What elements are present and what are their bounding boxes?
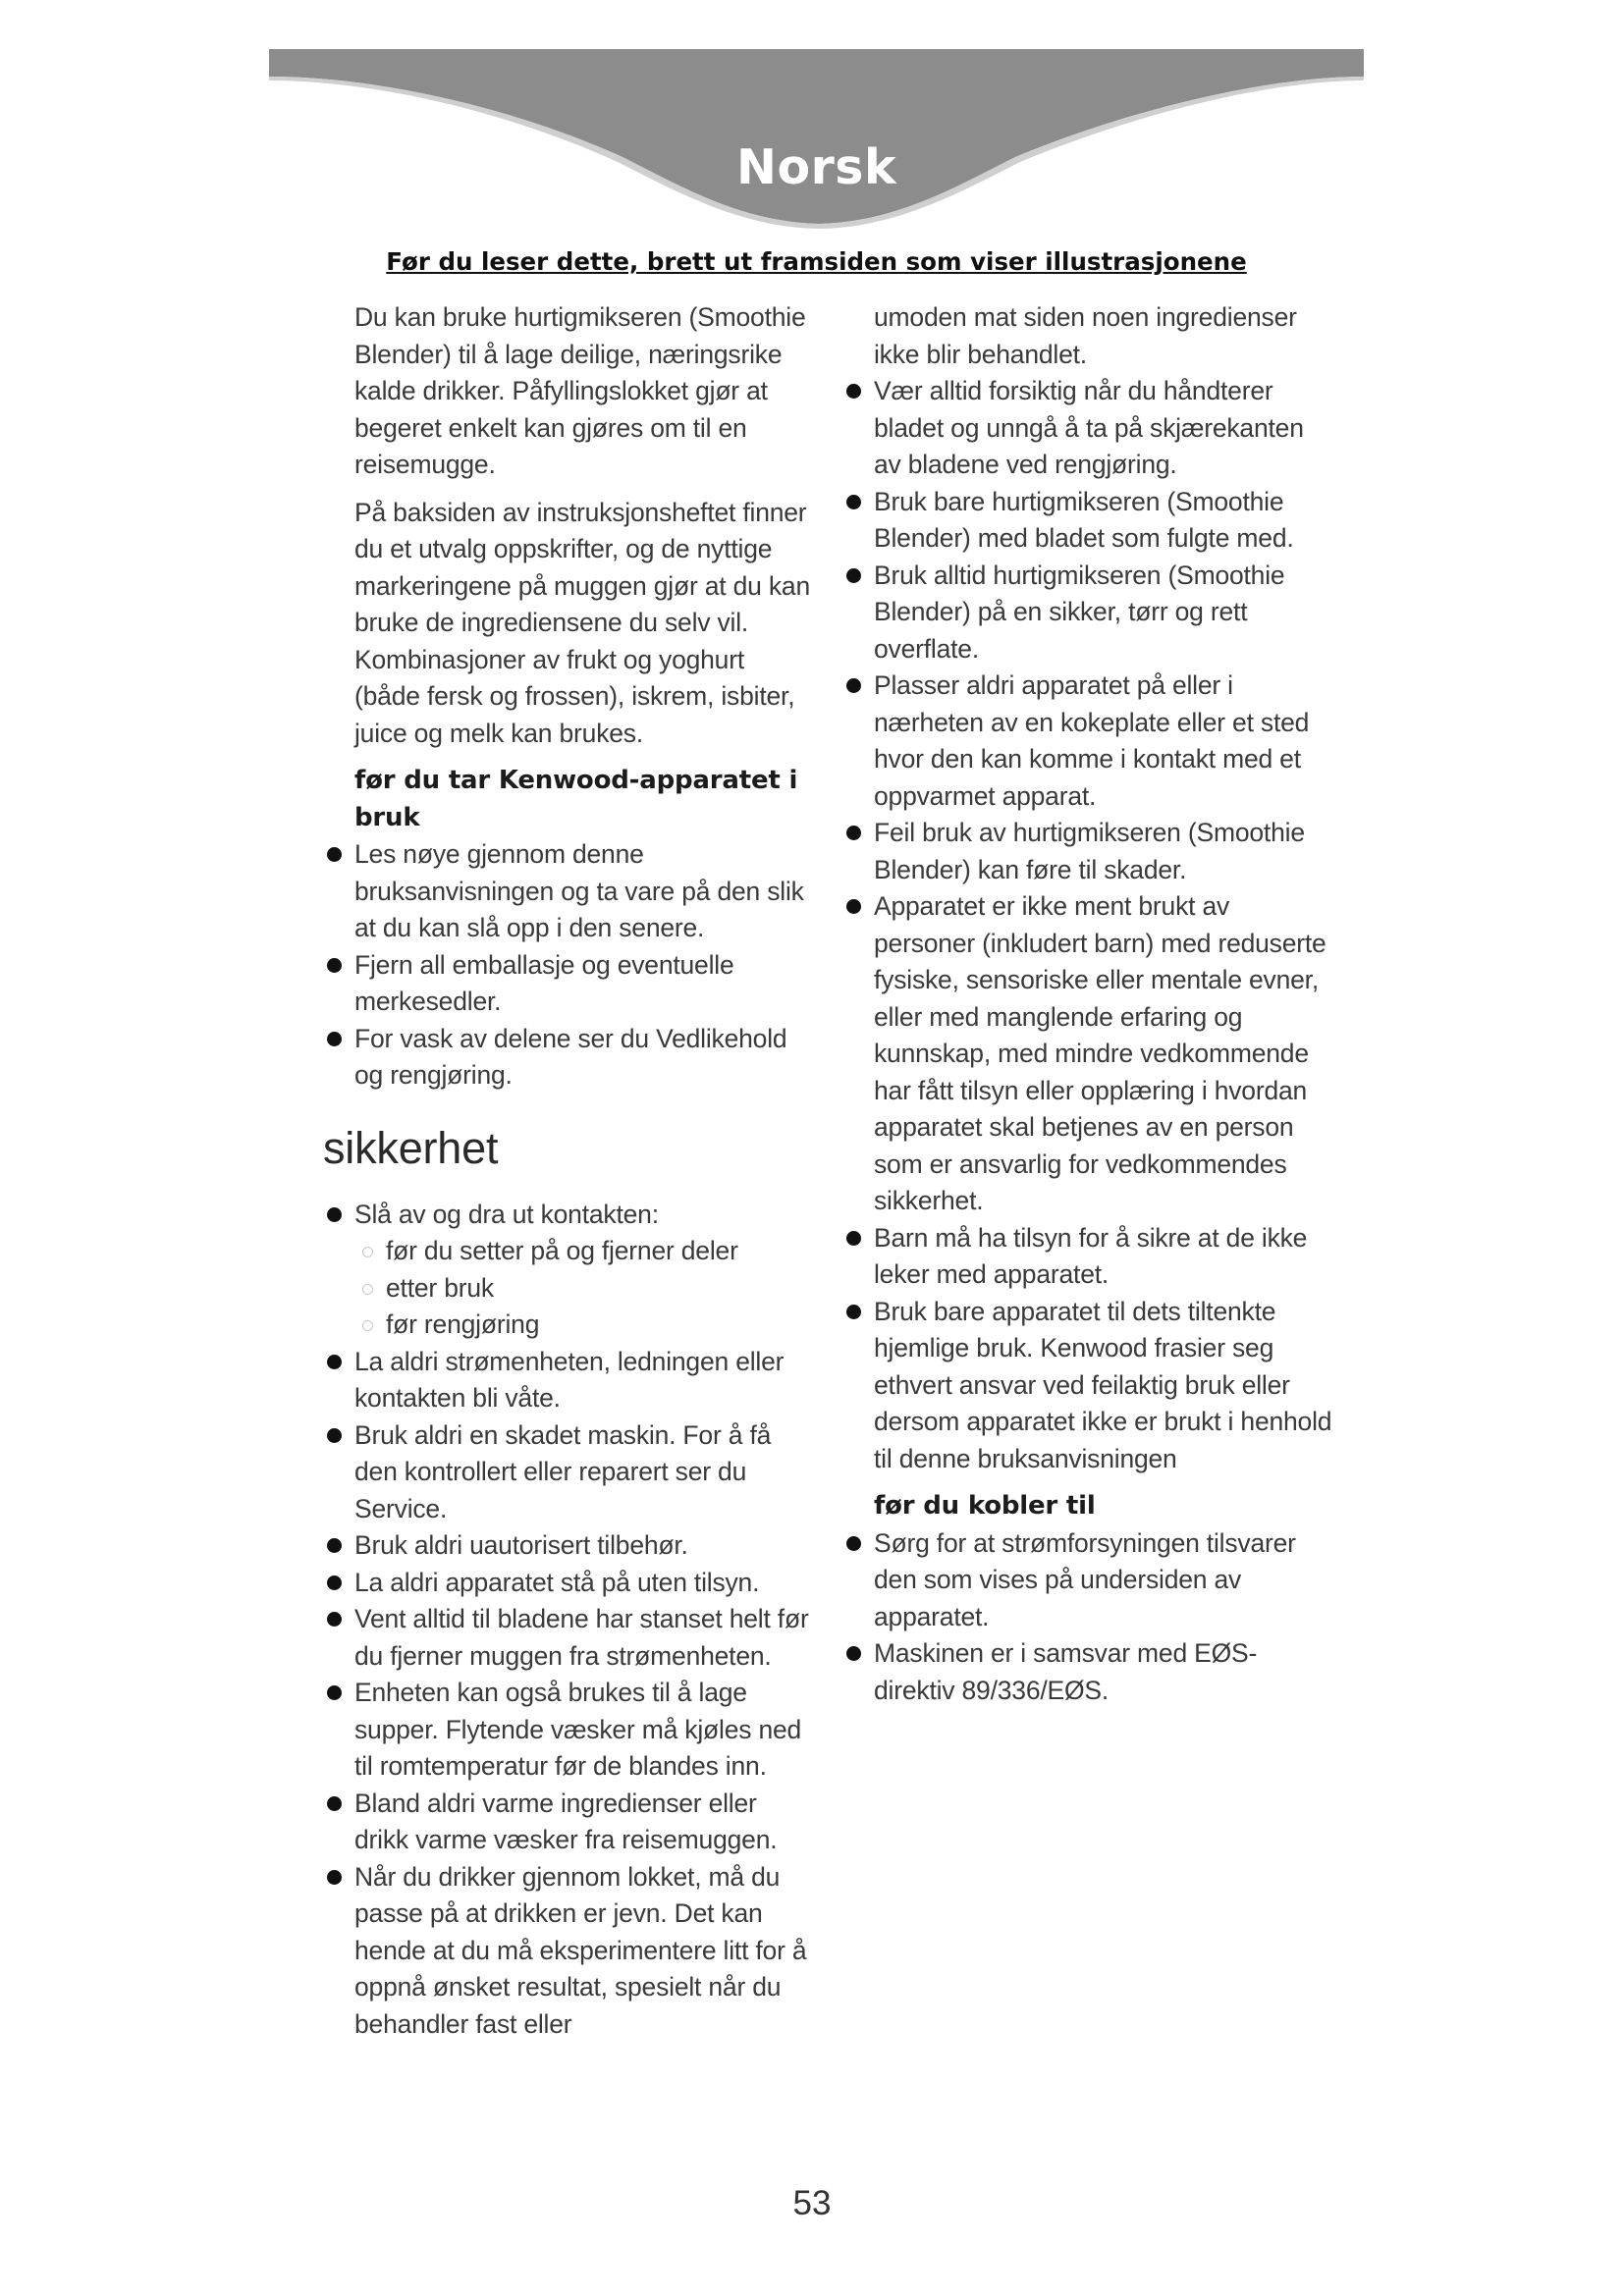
list-item: Plasser aldri apparatet på eller i nærheten av en kokeplate eller et sted hvor den kan komme i kontakt med et oppvarmet apparat. [874, 667, 1335, 815]
list-item: Bruk alltid hurtigmikseren (Smoothie Blender) på en sikker, tørr og rett overflate. [874, 558, 1335, 668]
bullet-icon [327, 1575, 342, 1590]
list-item: Bruk bare hurtigmikseren (Smoothie Blender) med bladet som fulgte med. [874, 484, 1335, 558]
list-item: La aldri strømenheten, ledningen eller kontakten bli våte. [354, 1344, 816, 1417]
bullet-icon [327, 1032, 342, 1046]
bullet-icon [327, 1538, 342, 1553]
ring-bullet-icon [362, 1284, 373, 1295]
sub-list [354, 1233, 816, 1344]
bullet-icon [846, 568, 861, 583]
list-item: Les nøye gjennom denne bruksanvisningen og ta vare på den slik at du kan slå opp i den senere. [354, 836, 816, 947]
list-item: Bland aldri varme ingredienser eller drikk varme væsker fra reisemuggen. [354, 1786, 816, 1859]
bullet-icon [846, 1305, 861, 1319]
fold-out-instruction: Før du leser dette, brett ut framsiden som viser illustrasjonene [386, 247, 1247, 276]
bullet-icon [327, 1870, 342, 1885]
list-item: Vent alltid til bladene har stanset helt før du fjerner muggen fra strømenheten. [354, 1601, 816, 1675]
list-item: La aldri apparatet stå på uten tilsyn. [354, 1565, 816, 1602]
right-column [874, 299, 1335, 1709]
list-item: Maskinen er i samsvar med EØS-direktiv 89/336/EØS. [874, 1635, 1335, 1709]
bullet-icon [327, 1796, 342, 1811]
before-use-list [354, 836, 816, 1095]
bullet-icon [327, 1612, 342, 1627]
list-item: Bruk aldri en skadet maskin. For å få den kontrollert eller reparert ser du Service. [354, 1417, 816, 1528]
sub-list-item: etter bruk [354, 1270, 816, 1308]
intro-paragraph: På baksiden av instruksjonsheftet finner du et utvalg oppskrifter, og de nyttige markeringene på muggen gjør at du kan bruke de ingrediensene du selv vil. Kombinasjoner av frukt og yoghurt (både fersk og frossen), iskrem, isbiter, juice og melk kan brukes. [354, 497, 810, 748]
bullet-icon [327, 958, 342, 973]
list-item: Bruk aldri uautorisert tilbehør. [354, 1527, 816, 1565]
sub-list-item: før du setter på og fjerner deler [354, 1233, 816, 1270]
safety-list [354, 1197, 816, 2044]
list-item: For vask av delene ser du Vedlikehold og rengjøring. [354, 1021, 816, 1095]
bullet-icon [846, 1231, 861, 1246]
list-item: Fjern all emballasje og eventuelle merkesedler. [354, 947, 816, 1021]
safety-list-continued [874, 373, 1335, 1477]
list-item: Barn må ha tilsyn for å sikre at de ikke leker med apparatet. [874, 1220, 1335, 1294]
bullet-icon [327, 1207, 342, 1222]
page-title: Norsk [735, 139, 897, 195]
bullet-icon [846, 1536, 861, 1551]
bullet-icon [846, 826, 861, 840]
bullet-icon [327, 1355, 342, 1369]
before-connecting-list [874, 1525, 1335, 1710]
list-item: Bruk bare apparatet til dets tiltenkte hjemlige bruk. Kenwood frasier seg ethvert ansvar ved feilaktig bruk eller dersom apparatet ikke er brukt i henhold til denne bruksanvisningen [874, 1294, 1335, 1478]
bullet-icon [846, 899, 861, 914]
bullet-icon [327, 847, 342, 862]
bullet-icon [327, 1428, 342, 1443]
bullet-icon [846, 1646, 861, 1661]
list-item: Slå av og dra ut kontakten: før du setter på og fjerner deler etter bruk før rengjøring [354, 1197, 816, 1344]
before-connecting-heading: før du kobler til [874, 1491, 1096, 1521]
list-item: Apparatet er ikke ment brukt av personer (inkludert barn) med reduserte fysiske, sensoriske eller mentale evner, eller med manglende erfaring og kunnskap, med mindre vedkommende har fått tilsyn eller opplæring i hvordan apparatet skal betjenes av en person som er ansvarlig for vedkommendes sikkerhet. [874, 888, 1335, 1220]
intro-paragraph: Du kan bruke hurtigmikseren (Smoothie Blender) til å lage deilige, næringsrike kalde drikker. Påfyllingslokket gjør at begeret enkelt kan gjøres om til en reisemugge. [354, 302, 806, 479]
page-number: 53 [792, 2184, 832, 2222]
header-banner [269, 49, 1364, 231]
before-use-heading: før du tar Kenwood-apparatet i bruk [354, 766, 798, 832]
bullet-icon [846, 495, 861, 509]
list-item: Enheten kan også brukes til å lage supper. Flytende væsker må kjøles ned til romtemperatur før de blandes inn. [354, 1675, 816, 1786]
sub-list-item: før rengjøring [354, 1307, 816, 1344]
ring-bullet-icon [362, 1247, 373, 1257]
list-item: Når du drikker gjennom lokket, må du passe på at drikken er jevn. Det kan hende at du må eksperimentere litt for å oppnå ønsket resultat, spesielt når du behandler fast eller [354, 1859, 816, 2044]
list-item: Sørg for at strømforsyningen tilsvarer den som vises på undersiden av apparatet. [874, 1525, 1335, 1636]
continued-text: umoden mat siden noen ingredienser ikke blir behandlet. [874, 302, 1297, 369]
bullet-icon [327, 1685, 342, 1700]
left-column [323, 299, 816, 2043]
bullet-icon [846, 384, 861, 399]
bullet-icon [846, 678, 861, 693]
ring-bullet-icon [362, 1320, 373, 1331]
safety-heading: sikkerhet [323, 1122, 499, 1173]
list-item: Feil bruk av hurtigmikseren (Smoothie Blender) kan føre til skader. [874, 815, 1335, 888]
list-item: Vær alltid forsiktig når du håndterer bladet og unngå å ta på skjærekanten av bladene ved rengjøring. [874, 373, 1335, 484]
